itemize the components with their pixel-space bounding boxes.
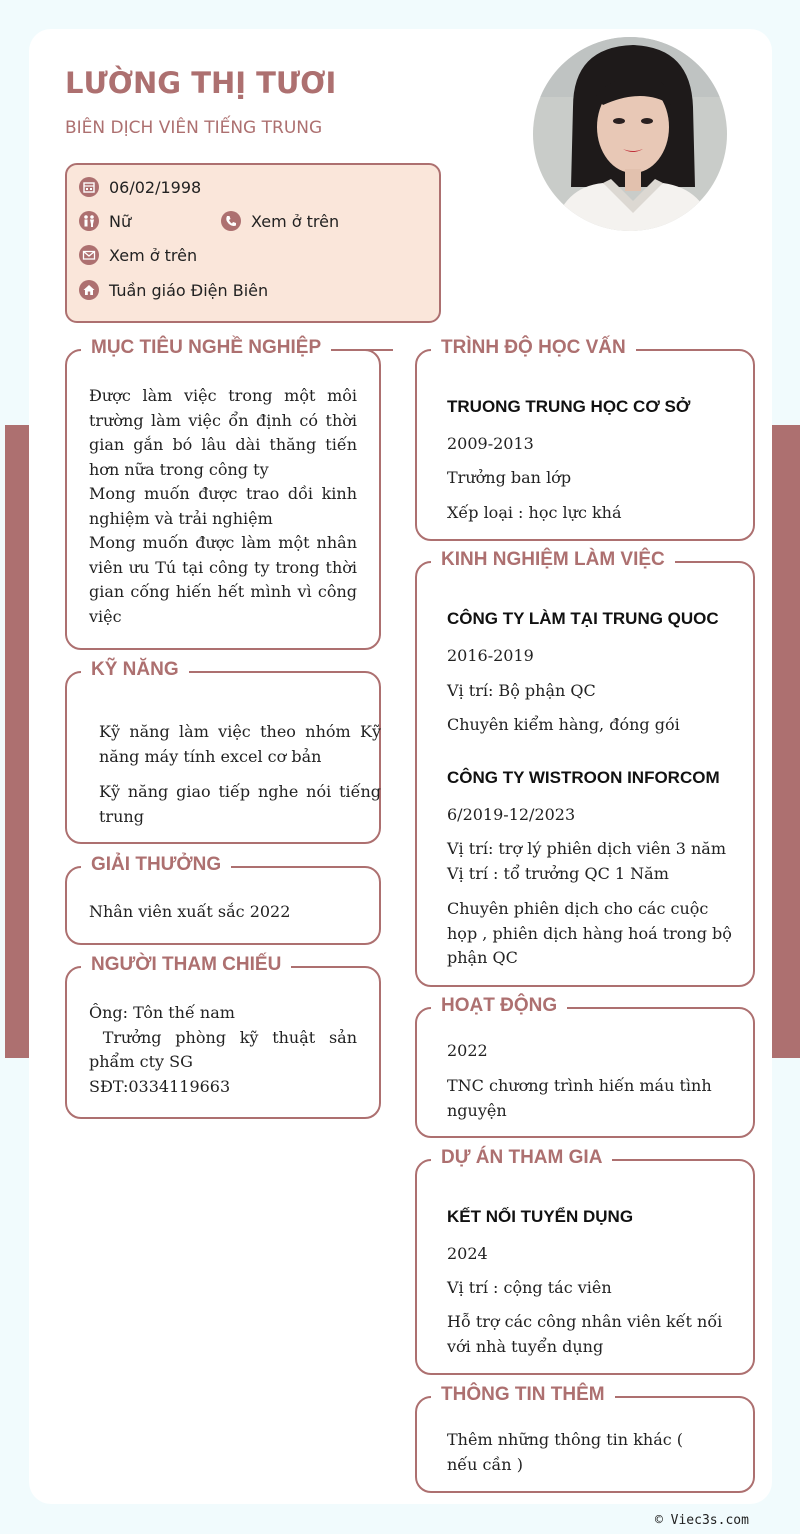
section-title: TRÌNH ĐỘ HỌC VẤN	[431, 337, 636, 359]
gender-icon	[79, 211, 99, 231]
gender-row	[79, 211, 131, 231]
skill-item: Kỹ năng giao tiếp nghe nói tiếng trung	[99, 782, 381, 826]
skill-item: Kỹ năng làm việc theo nhóm Kỹ năng máy tính excel cơ bản	[99, 722, 381, 766]
activity-year: 2022	[447, 1041, 488, 1060]
section-title: GIẢI THƯỞNG	[81, 854, 231, 876]
awards-section	[65, 854, 381, 945]
address-value: Tuần giáo Điện Biên	[109, 280, 269, 300]
home-icon	[79, 280, 99, 300]
reference-line: Ông: Tôn thế nam	[89, 1003, 235, 1022]
career-objective-section	[65, 337, 381, 650]
job-period: 6/2019-12/2023	[447, 805, 576, 824]
activities-section	[415, 995, 755, 1138]
references-text	[89, 1001, 363, 1099]
phone-value[interactable]: Xem ở trên	[251, 211, 340, 231]
job-position: Vị trí: trợ lý phiên dịch viên 3 năm	[447, 839, 726, 858]
address-row	[79, 280, 268, 300]
section-title: KINH NGHIỆM LÀM VIỆC	[431, 549, 675, 571]
objective-paragraph: Mong muốn được trao dồi kinh nghiệm và trải nghiệm	[89, 484, 357, 528]
projects-section	[415, 1147, 755, 1375]
section-title: KỸ NĂNG	[81, 659, 189, 681]
additional-info-section	[415, 1384, 755, 1493]
project-year: 2024	[447, 1244, 488, 1263]
activity-description: TNC chương trình hiến máu tình nguyện	[447, 1076, 712, 1120]
reference-line: SĐT:0334119663	[89, 1076, 231, 1096]
project-role: Vị trí : cộng tác viên	[447, 1278, 612, 1297]
education-period: 2009-2013	[447, 434, 534, 453]
email-row	[79, 245, 197, 265]
contact-info-box	[65, 163, 441, 323]
job-position: Vị trí : tổ trưởng QC 1 Năm	[447, 863, 669, 883]
section-title: MỤC TIÊU NGHỀ NGHIỆP	[81, 337, 331, 359]
section-title: NGƯỜI THAM CHIẾU	[81, 954, 291, 976]
education-grade: Xếp loại : học lực khá	[447, 503, 622, 522]
job-title: BIÊN DỊCH VIÊN TIẾNG TRUNG	[65, 118, 323, 138]
award-item: Nhân viên xuất sắc 2022	[89, 902, 291, 921]
skills-section	[65, 659, 381, 844]
school-name: TRUONG TRUNG HỌC CƠ SỞ	[447, 397, 691, 416]
avatar-photo	[533, 37, 727, 231]
additional-info-text: Thêm những thông tin khác ( nếu cần )	[447, 1430, 684, 1474]
section-title: DỰ ÁN THAM GIA	[431, 1147, 612, 1169]
candidate-name: LƯỜNG THỊ TƯƠI	[65, 66, 337, 100]
job-period: 2016-2019	[447, 646, 534, 665]
objective-text	[89, 384, 357, 629]
watermark: © Viec3s.com	[655, 1513, 749, 1528]
company-name: CÔNG TY LÀM TẠI TRUNG QUOC	[447, 609, 719, 628]
project-description: Hỗ trợ các công nhân viên kết nối với nhà tuyển dụng	[447, 1312, 723, 1356]
calendar-icon	[79, 177, 99, 197]
job-position: Vị trí: Bộ phận QC	[447, 681, 596, 700]
education-role: Trưởng ban lớp	[447, 468, 572, 487]
company-name: CÔNG TY WISTROON INFORCOM	[447, 768, 720, 787]
work-experience-section	[415, 549, 755, 987]
job-description: Chuyên phiên dịch cho các cuộc họp , phiên dịch hàng hoá trong bộ phận QC	[447, 899, 732, 967]
objective-paragraph: Mong muốn được làm một nhân viên ưu Tú tại công ty trong thời gian cống hiến hết mình vì công việc	[89, 533, 357, 626]
reference-line: Trưởng phòng kỹ thuật sản phẩm cty SG	[89, 1027, 363, 1071]
education-section	[415, 337, 755, 541]
phone-icon	[221, 211, 241, 231]
job-positions	[447, 837, 737, 886]
job-description: Chuyên kiểm hàng, đóng gói	[447, 715, 680, 734]
objective-paragraph: Được làm việc trong một môi trường làm việc ổn định có thời gian gắn bó lâu dài thăng tiến hơn nữa trong công ty	[89, 386, 357, 479]
project-name: KẾT NỐI TUYỂN DỤNG	[447, 1207, 634, 1226]
envelope-icon	[79, 245, 99, 265]
email-value[interactable]: Xem ở trên	[109, 245, 198, 265]
phone-row	[221, 211, 339, 231]
section-title: THÔNG TIN THÊM	[431, 1384, 615, 1406]
references-section	[65, 954, 381, 1119]
section-title: HOẠT ĐỘNG	[431, 995, 567, 1017]
right-decor-band	[772, 425, 800, 1058]
birthday-value: 06/02/1998	[109, 177, 202, 197]
gender-value: Nữ	[109, 211, 132, 231]
birthday-row	[79, 177, 201, 197]
